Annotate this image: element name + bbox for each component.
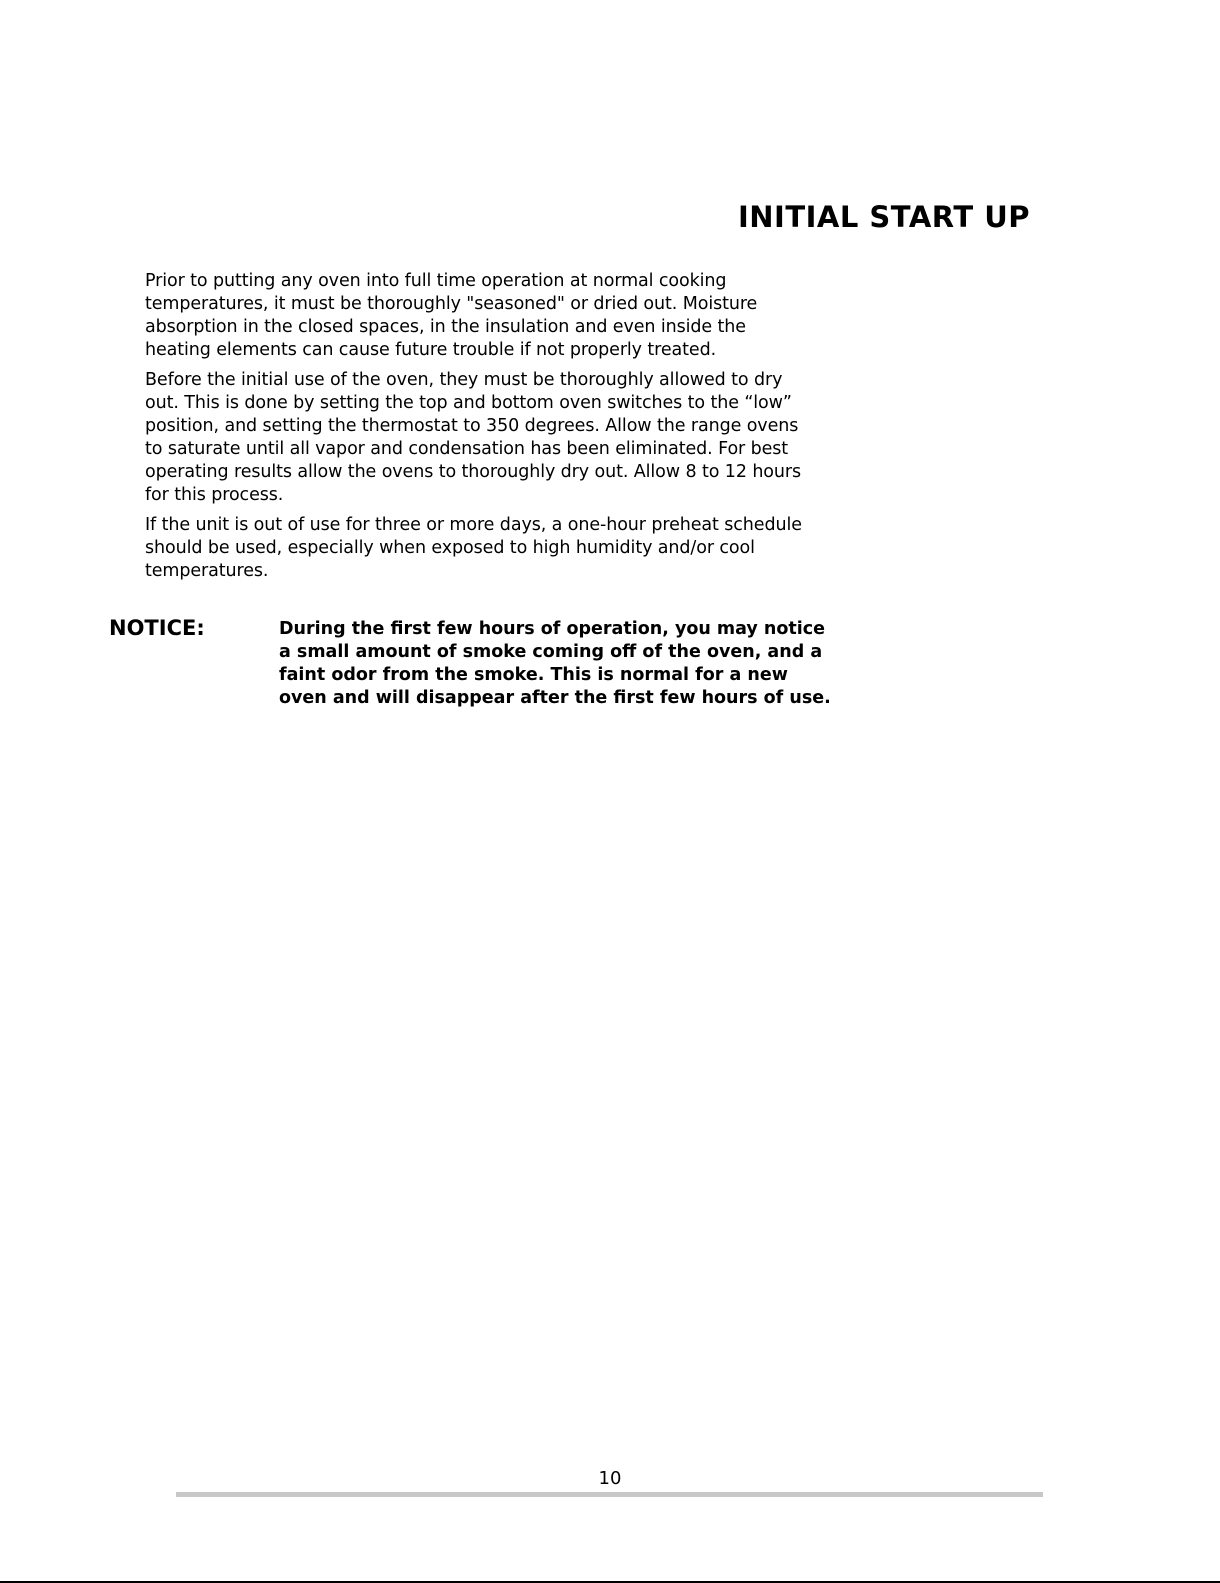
notice-line: a small amount of smoke coming off of the oven, and a <box>279 642 823 662</box>
text-line: out. This is done by setting the top and bottom oven switches to the “low” <box>145 393 792 413</box>
text-line: temperatures. <box>145 561 269 581</box>
text-line: should be used, especially when exposed to high humidity and/or cool <box>145 538 755 558</box>
page-number: 10 <box>598 1468 622 1489</box>
body-text <box>145 270 815 590</box>
notice-label: NOTICE: <box>109 616 205 640</box>
paragraph-preheat <box>145 514 815 583</box>
text-line: operating results allow the ovens to thoroughly dry out. Allow 8 to 12 hours <box>145 462 802 482</box>
text-line: for this process. <box>145 485 284 505</box>
notice-line: During the first few hours of operation, you may notice <box>279 619 826 639</box>
paragraph-dry-out <box>145 369 815 507</box>
paragraph-seasoning <box>145 270 815 362</box>
text-line: absorption in the closed spaces, in the insulation and even inside the <box>145 317 746 337</box>
text-line: to saturate until all vapor and condensation has been eliminated. For best <box>145 439 789 459</box>
footer-divider <box>176 1492 1043 1497</box>
notice-line: faint odor from the smoke. This is normal for a new <box>279 665 788 685</box>
text-line: temperatures, it must be thoroughly "seasoned" or dried out. Moisture <box>145 294 758 314</box>
text-line: If the unit is out of use for three or more days, a one-hour preheat schedule <box>145 515 802 535</box>
text-line: Before the initial use of the oven, they must be thoroughly allowed to dry <box>145 370 783 390</box>
text-line: heating elements can cause future trouble if not properly treated. <box>145 340 717 360</box>
notice-text <box>279 618 839 710</box>
page-title: INITIAL START UP <box>737 200 1030 234</box>
notice-line: oven and will disappear after the first few hours of use. <box>279 688 831 708</box>
text-line: position, and setting the thermostat to 350 degrees. Allow the range ovens <box>145 416 799 436</box>
text-line: Prior to putting any oven into full time operation at normal cooking <box>145 271 727 291</box>
